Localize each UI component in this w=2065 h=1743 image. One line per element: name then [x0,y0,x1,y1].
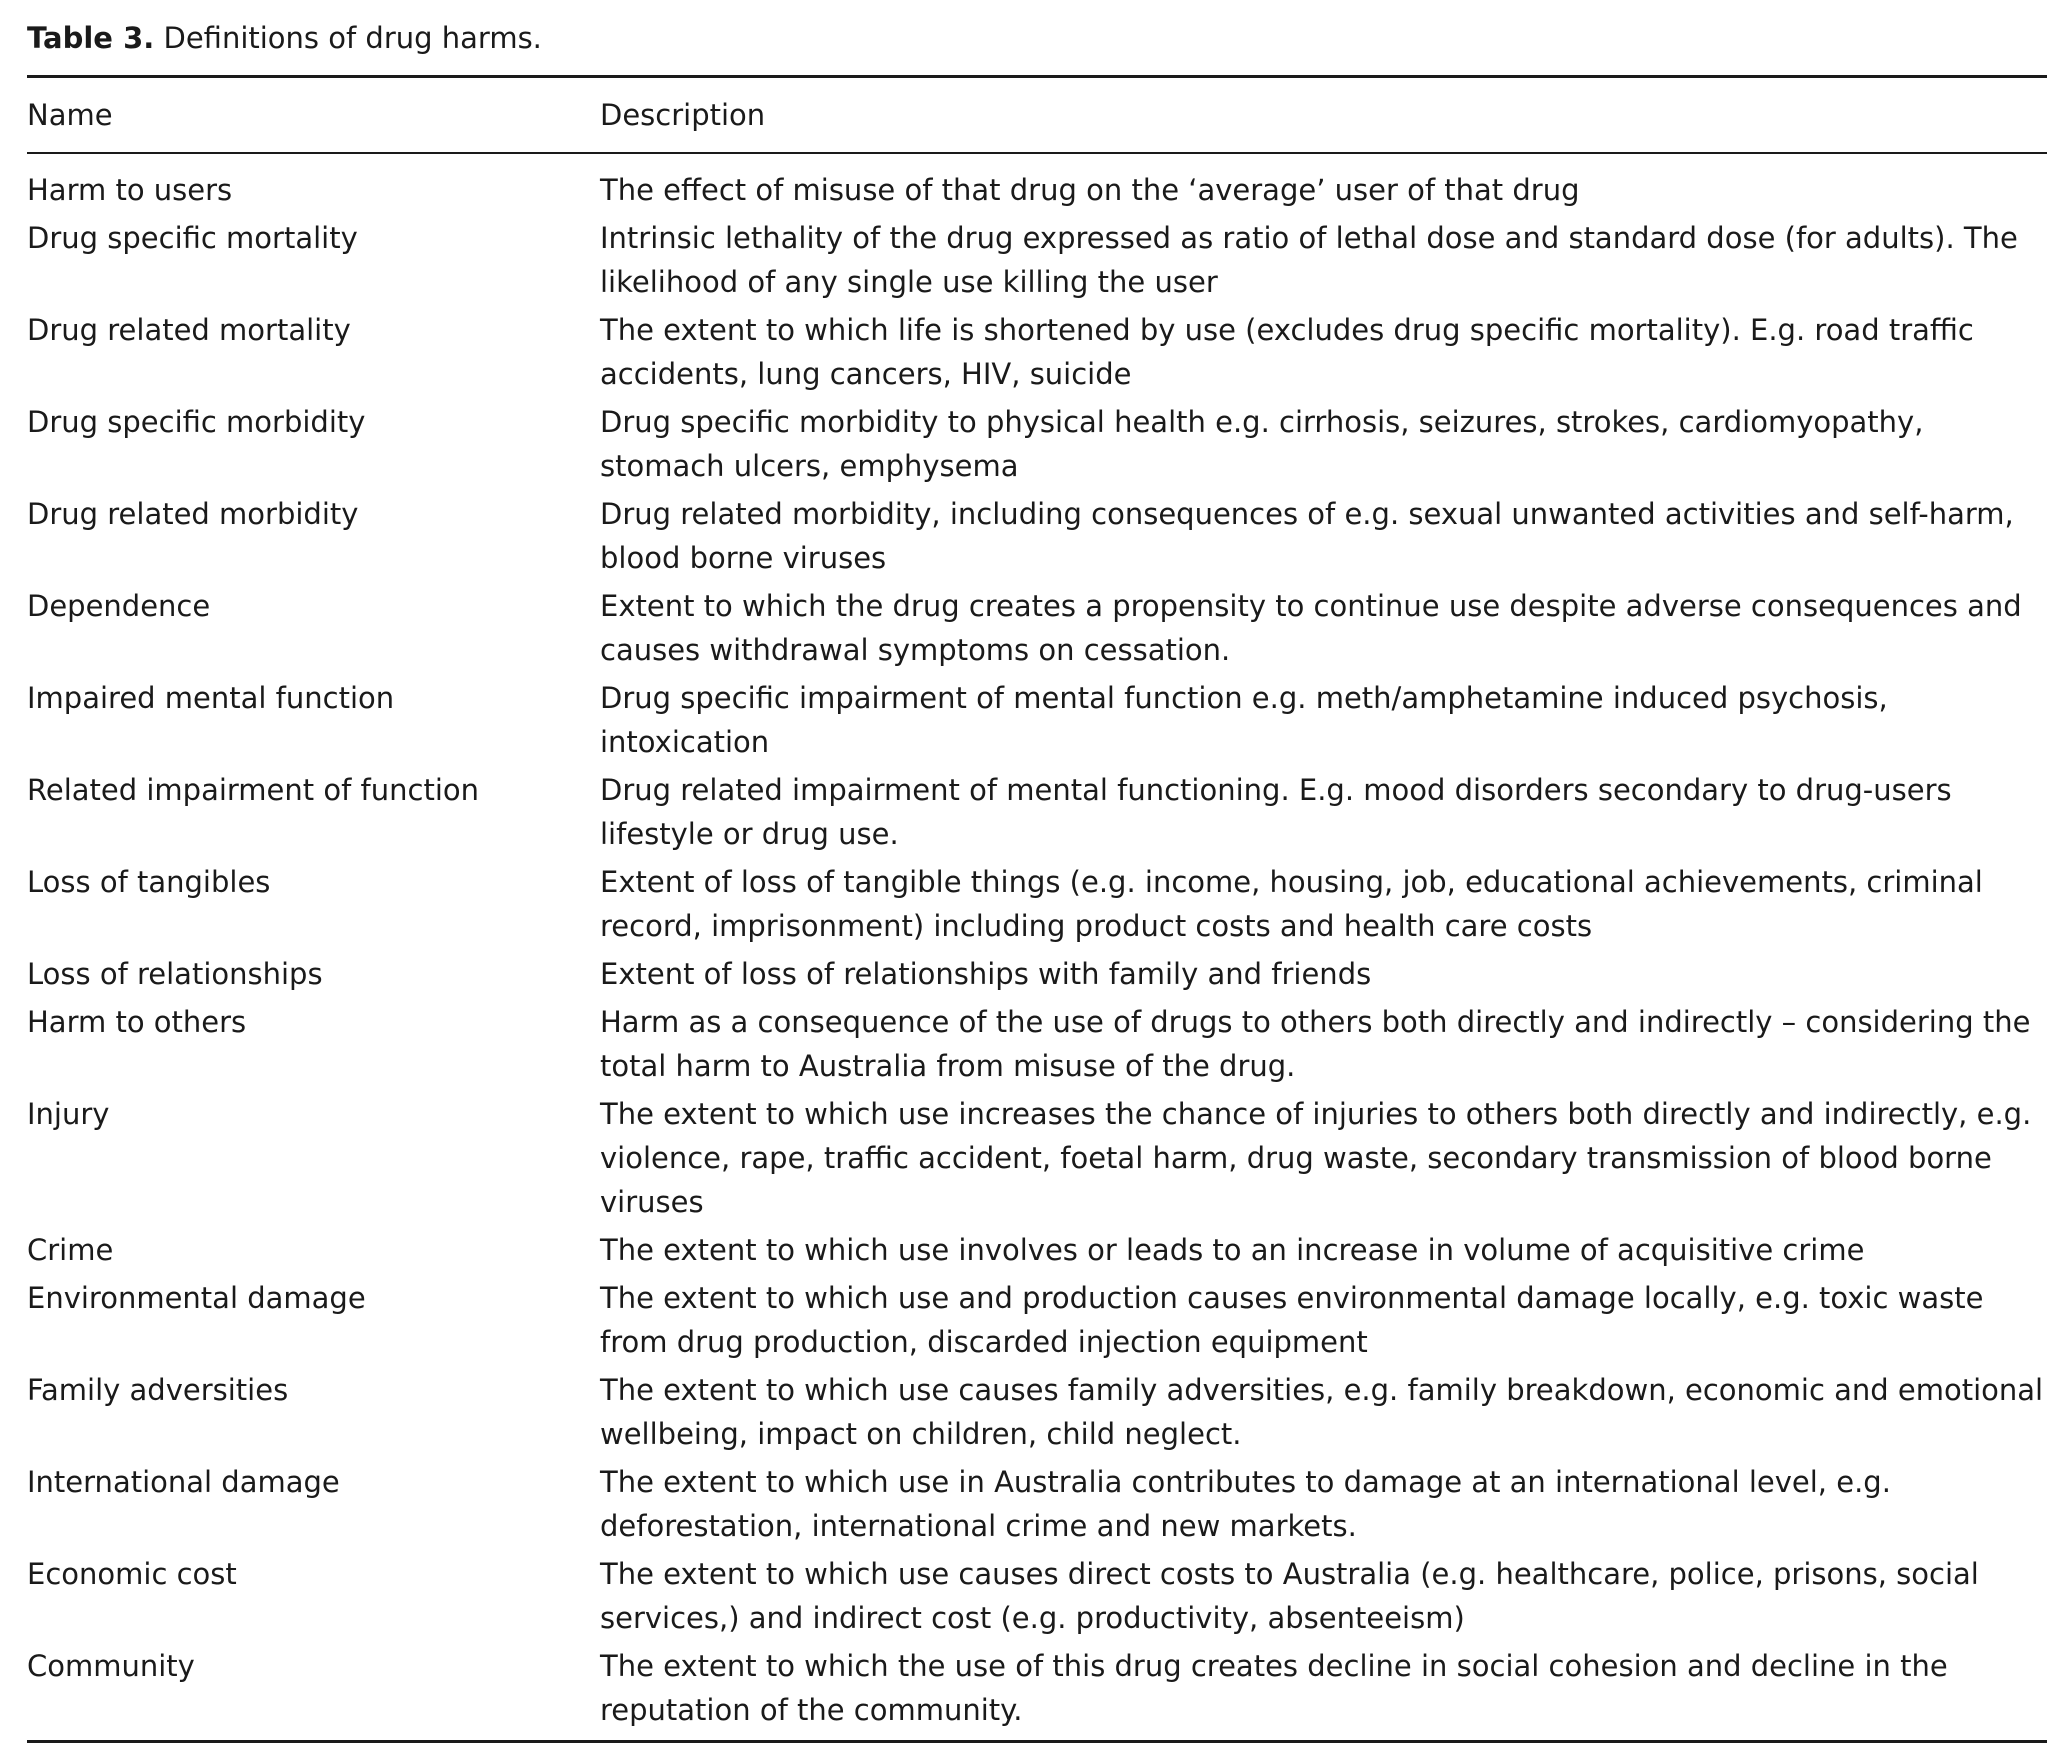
table-figure [27,18,2047,1743]
row-description-cell: Extent of loss of relationships with family and friends [600,957,1372,991]
table-row [27,1092,2047,1224]
row-name-cell: Related impairment of function [27,773,480,807]
row-name-cell: International damage [27,1465,340,1499]
table-row [27,216,2047,304]
table-row [27,1460,2047,1548]
row-description-cell: The extent to which use increases the chance of injuries to others both directly and indirectly, e.g. violence, rape, traffic accident, foetal harm, drug waste, secondary transmission of blood borne viruses [600,1097,2032,1219]
row-name-cell: Impaired mental function [27,681,395,715]
table-row [27,1368,2047,1456]
table-header-row [27,78,2047,152]
row-description-cell: The extent to which use involves or leads to an increase in volume of acquisitive crime [600,1233,1865,1267]
row-name-cell: Loss of relationships [27,957,323,991]
table-body [27,154,2047,1732]
table-row [27,1228,2047,1272]
table-row [27,168,2047,212]
row-description-cell: Drug related impairment of mental functioning. E.g. mood disorders secondary to drug-users lifestyle or drug use. [600,773,1952,851]
table-row [27,768,2047,856]
table-row [27,400,2047,488]
table-row [27,860,2047,948]
table-row [27,1644,2047,1732]
row-description-cell: The extent to which the use of this drug creates decline in social cohesion and decline in the reputation of the community. [600,1649,1948,1727]
row-description-cell: Drug specific morbidity to physical health e.g. cirrhosis, seizures, strokes, cardiomyopathy, stomach ulcers, emphysema [600,405,1924,483]
table-row [27,584,2047,672]
row-name-cell: Loss of tangibles [27,865,271,899]
row-name-cell: Economic cost [27,1557,237,1591]
table-row [27,952,2047,996]
row-name-cell: Crime [27,1233,114,1267]
row-name-cell: Family adversities [27,1373,289,1407]
row-description-cell: Extent of loss of tangible things (e.g. income, housing, job, educational achievements, criminal record, imprisonment) including product costs and health care costs [600,865,1983,943]
row-description-cell: Harm as a consequence of the use of drugs to others both directly and indirectly – considering the total harm to Australia from misuse of the drug. [600,1005,2031,1083]
row-description-cell: Drug specific impairment of mental function e.g. meth/amphetamine induced psychosis, intoxication [600,681,1888,759]
row-name-cell: Drug related morbidity [27,497,359,531]
table-row [27,676,2047,764]
row-name-cell: Drug specific mortality [27,221,358,255]
table-caption [27,18,2047,58]
row-name-cell: Community [27,1649,195,1683]
row-name-cell: Harm to others [27,1005,247,1039]
row-name-cell: Environmental damage [27,1281,366,1315]
table-caption-label: Table 3. [27,21,155,55]
row-description-cell: The extent to which use causes direct costs to Australia (e.g. healthcare, police, prisons, social services,) and indirect cost (e.g. productivity, absenteeism) [600,1557,1979,1635]
row-name-cell: Drug related mortality [27,313,351,347]
row-name-cell: Dependence [27,589,211,623]
row-description-cell: The extent to which use in Australia contributes to damage at an international level, e.g. deforestation, international crime and new markets. [600,1465,1891,1543]
row-description-cell: Drug related morbidity, including consequences of e.g. sexual unwanted activities and self-harm, blood borne viruses [600,497,2014,575]
table-row [27,1552,2047,1640]
row-name-cell: Drug specific morbidity [27,405,366,439]
table-row [27,308,2047,396]
row-description-cell: The effect of misuse of that drug on the ‘average’ user of that drug [600,173,1580,207]
row-description-cell: The extent to which life is shortened by use (excludes drug specific mortality). E.g. road traffic accidents, lung cancers, HIV, suicide [600,313,1974,391]
table-row [27,492,2047,580]
table-row [27,1000,2047,1088]
row-description-cell: The extent to which use and production causes environmental damage locally, e.g. toxic waste from drug production, discarded injection equipment [600,1281,1984,1359]
row-description-cell: Extent to which the drug creates a propensity to continue use despite adverse consequences and causes withdrawal symptoms on cessation. [600,589,2022,667]
header-description: Description [600,98,766,132]
row-name-cell: Injury [27,1097,110,1131]
header-name: Name [27,98,113,132]
table-caption-text: Definitions of drug harms. [163,21,542,55]
row-description-cell: The extent to which use causes family adversities, e.g. family breakdown, economic and emotional wellbeing, impact on children, child neglect. [600,1373,2044,1451]
table-row [27,1276,2047,1364]
row-description-cell: Intrinsic lethality of the drug expressed as ratio of lethal dose and standard dose (for adults). The likelihood of any single use killing the user [600,221,2018,299]
row-name-cell: Harm to users [27,173,233,207]
